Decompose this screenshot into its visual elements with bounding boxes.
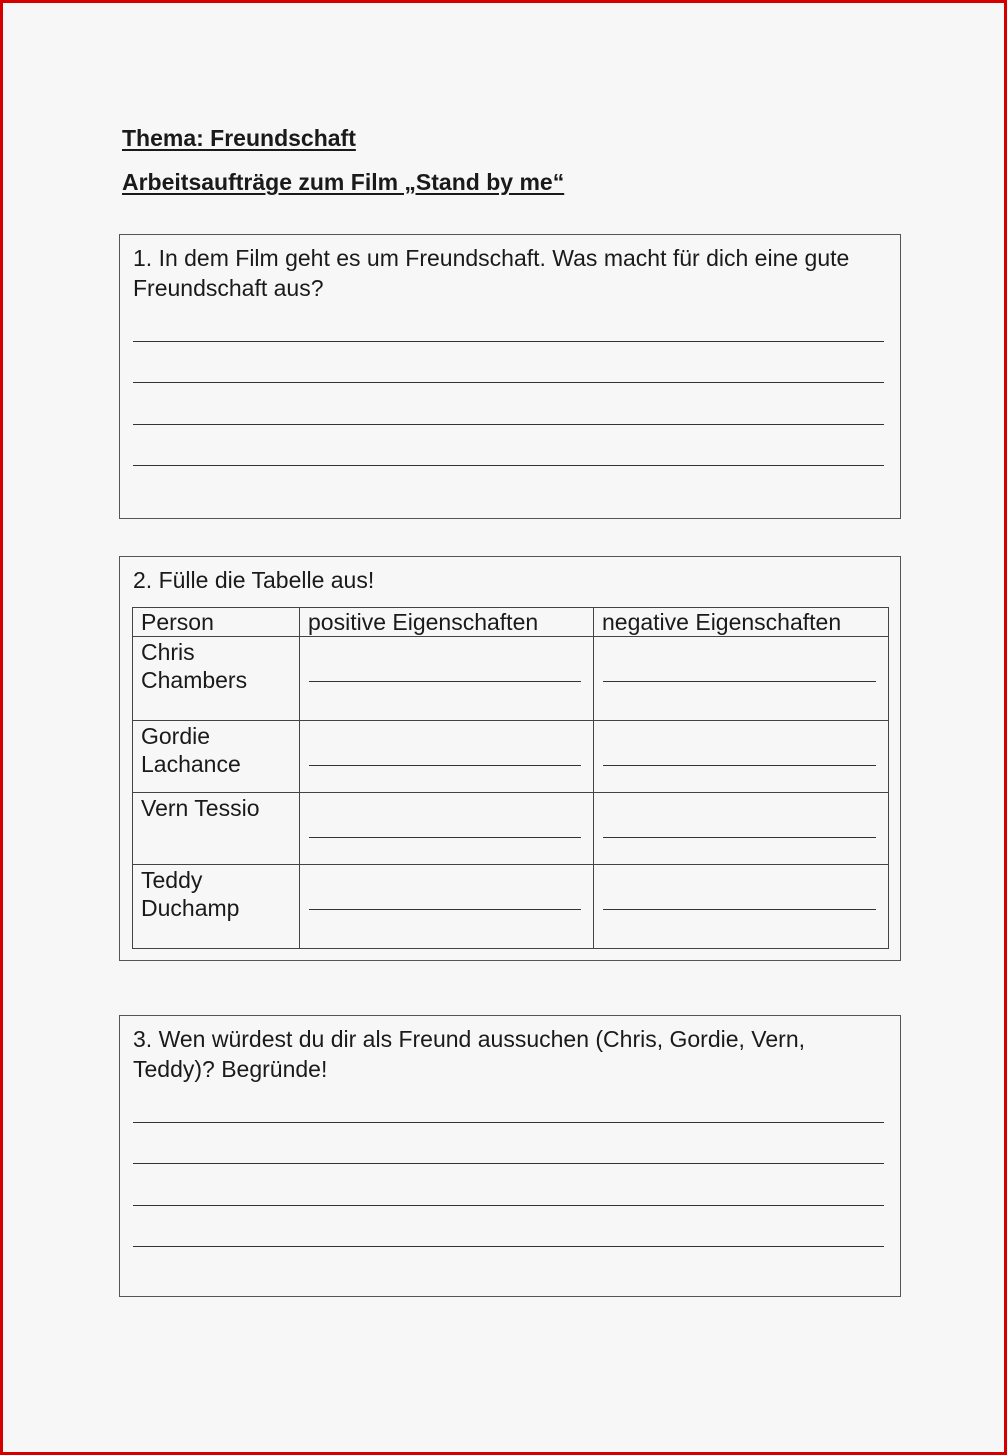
answer-line[interactable] bbox=[603, 681, 876, 682]
answer-line[interactable] bbox=[133, 341, 884, 342]
task-2-instruction: 2. Fülle die Tabelle aus! bbox=[133, 567, 375, 593]
table-row bbox=[133, 721, 889, 793]
negative-cell[interactable] bbox=[594, 637, 889, 721]
task-1-box bbox=[119, 234, 901, 519]
column-header-positive: positive Eigenschaften bbox=[300, 608, 594, 637]
person-name: Vern Tessio bbox=[141, 795, 260, 821]
answer-line[interactable] bbox=[133, 1246, 884, 1247]
column-header-negative: negative Eigenschaften bbox=[594, 608, 889, 637]
person-cell bbox=[133, 637, 300, 721]
positive-cell[interactable] bbox=[300, 637, 594, 721]
table-row bbox=[133, 637, 889, 721]
answer-line[interactable] bbox=[309, 765, 581, 766]
person-name: Gordie Lachance bbox=[141, 723, 241, 777]
person-name: Teddy Duchamp bbox=[141, 867, 240, 921]
answer-line[interactable] bbox=[133, 424, 884, 425]
person-cell bbox=[133, 793, 300, 865]
page-subtitle: Arbeitsaufträge zum Film „Stand by me“ bbox=[122, 169, 565, 195]
answer-line[interactable] bbox=[603, 909, 876, 910]
column-header-person: Person bbox=[133, 608, 300, 637]
answer-line[interactable] bbox=[309, 681, 581, 682]
properties-table bbox=[132, 607, 889, 949]
task-2-box bbox=[119, 556, 901, 961]
answer-line[interactable] bbox=[603, 765, 876, 766]
task-3-question: 3. Wen würdest du dir als Freund aussuchen (Chris, Gordie, Vern, Teddy)? Begründe! bbox=[133, 1026, 806, 1082]
table-row bbox=[133, 865, 889, 949]
positive-cell[interactable] bbox=[300, 721, 594, 793]
answer-line[interactable] bbox=[133, 1163, 884, 1164]
person-cell bbox=[133, 865, 300, 949]
answer-line[interactable] bbox=[309, 909, 581, 910]
table-header-row bbox=[133, 608, 889, 637]
positive-cell[interactable] bbox=[300, 865, 594, 949]
answer-line[interactable] bbox=[309, 837, 581, 838]
negative-cell[interactable] bbox=[594, 865, 889, 949]
table-row bbox=[133, 793, 889, 865]
answer-line[interactable] bbox=[133, 382, 884, 383]
task-1-question: 1. In dem Film geht es um Freundschaft. Was macht für dich eine gute Freundschaft aus? bbox=[133, 245, 850, 301]
answer-line[interactable] bbox=[133, 1122, 884, 1123]
person-name: Chris Chambers bbox=[141, 639, 248, 693]
answer-line[interactable] bbox=[133, 1205, 884, 1206]
answer-line[interactable] bbox=[603, 837, 876, 838]
answer-line[interactable] bbox=[133, 465, 884, 466]
negative-cell[interactable] bbox=[594, 793, 889, 865]
person-cell bbox=[133, 721, 300, 793]
negative-cell[interactable] bbox=[594, 721, 889, 793]
positive-cell[interactable] bbox=[300, 793, 594, 865]
page-title: Thema: Freundschaft bbox=[122, 125, 356, 151]
task-3-box bbox=[119, 1015, 901, 1297]
